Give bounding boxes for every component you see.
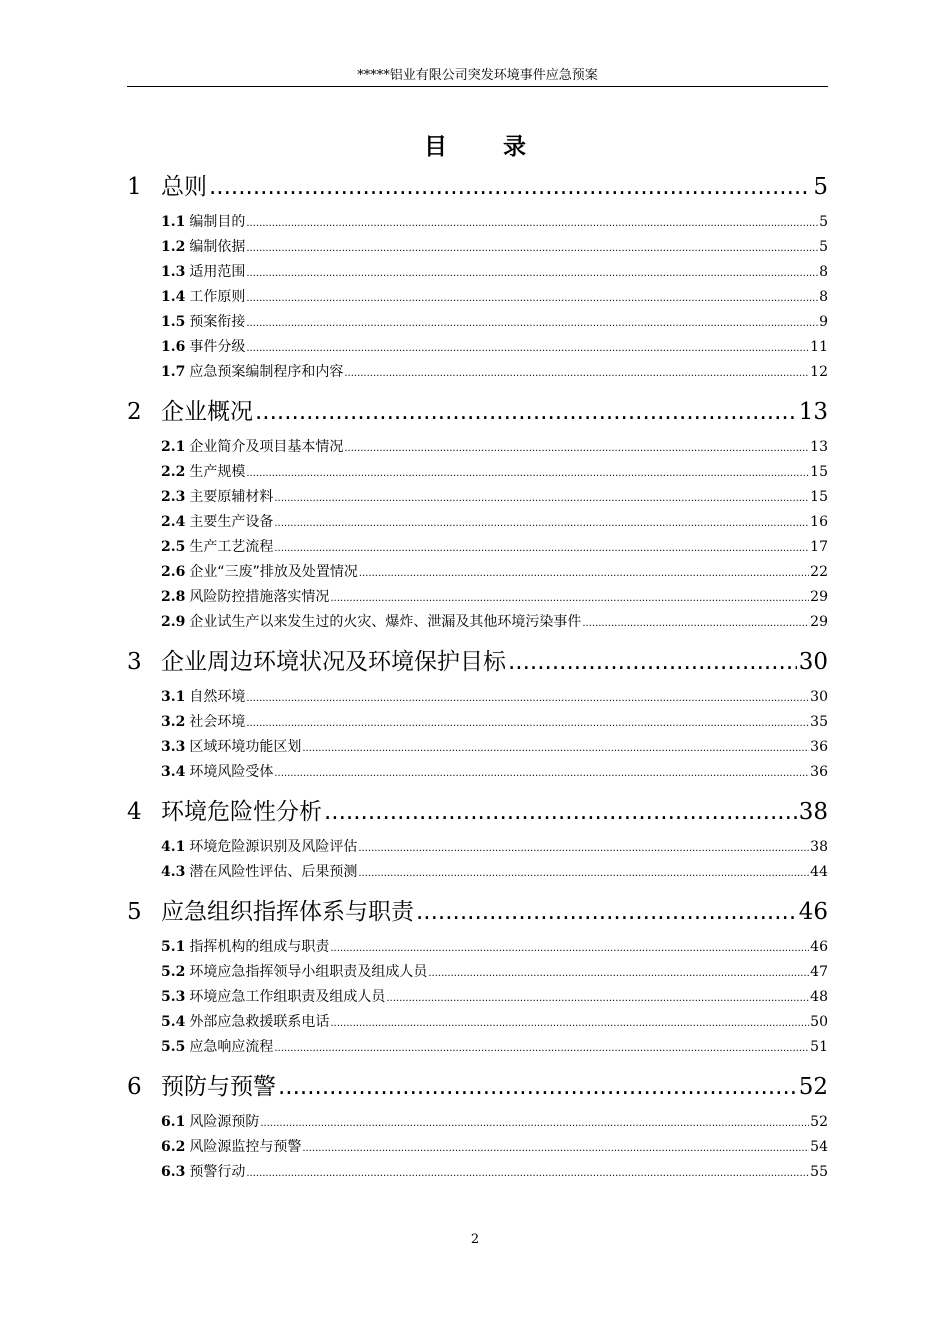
chapter-title: 企业周边环境状况及环境保护目标 <box>161 649 506 675</box>
section-page: 5 <box>819 239 828 255</box>
section-number: 4.1 <box>161 839 186 855</box>
chapter-title: 预防与预警 <box>161 1074 276 1100</box>
section-number: 6.2 <box>161 1139 186 1155</box>
chapter-number: 6 <box>127 1074 142 1100</box>
section-page: 35 <box>810 714 828 730</box>
toc-section-entry[interactable] <box>127 585 828 610</box>
section-number: 2.6 <box>161 564 186 580</box>
section-number: 2.8 <box>161 589 186 605</box>
section-number: 2.5 <box>161 539 186 555</box>
leader-dots <box>508 643 797 681</box>
leader-dots <box>246 461 809 486</box>
section-title: 潜在风险性评估、后果预测 <box>189 864 358 880</box>
toc-section-entry[interactable] <box>127 1160 828 1185</box>
leader-dots <box>255 393 797 431</box>
toc-section-entry[interactable] <box>127 610 828 635</box>
chapter-page: 5 <box>813 174 828 200</box>
toc-section-entry[interactable] <box>127 1010 828 1035</box>
section-page: 51 <box>810 1039 828 1055</box>
toc-section-entry[interactable] <box>127 1135 828 1160</box>
leader-dots <box>324 793 797 831</box>
section-title: 社会环境 <box>189 714 246 730</box>
section-page: 48 <box>810 989 828 1005</box>
section-page: 36 <box>810 764 828 780</box>
section-page: 36 <box>810 739 828 755</box>
section-number: 6.1 <box>161 1114 186 1130</box>
section-title: 主要原辅材料 <box>189 489 274 505</box>
section-page: 12 <box>810 364 828 380</box>
section-page: 8 <box>819 289 828 305</box>
toc-section-entry[interactable] <box>127 835 828 860</box>
leader-dots <box>416 893 797 931</box>
toc-section-entry[interactable] <box>127 985 828 1010</box>
section-number: 4.3 <box>161 864 186 880</box>
section-page: 29 <box>810 614 828 630</box>
toc-section-entry[interactable] <box>127 235 828 260</box>
section-page: 17 <box>810 539 828 555</box>
section-title: 企业“三废”排放及处置情况 <box>189 564 358 580</box>
toc-chapter-entry[interactable] <box>127 643 828 681</box>
section-page: 22 <box>810 564 828 580</box>
section-page: 29 <box>810 589 828 605</box>
section-title: 编制依据 <box>189 239 246 255</box>
section-title: 自然环境 <box>189 689 246 705</box>
section-number: 1.4 <box>161 289 186 305</box>
leader-dots <box>246 236 818 261</box>
toc-title: 目 录 <box>423 134 550 160</box>
chapter-page: 52 <box>798 1074 828 1100</box>
leader-dots <box>274 536 809 561</box>
section-title: 企业试生产以来发生过的火灾、爆炸、泄漏及其他环境污染事件 <box>189 614 582 630</box>
leader-dots <box>582 611 809 636</box>
leader-dots <box>246 286 818 311</box>
leader-dots <box>302 736 809 761</box>
section-title: 生产工艺流程 <box>189 539 274 555</box>
toc-section-entry[interactable] <box>127 510 828 535</box>
chapter-sections <box>127 210 828 385</box>
section-number: 3.4 <box>161 764 186 780</box>
toc-section-entry[interactable] <box>127 335 828 360</box>
section-title: 事件分级 <box>189 339 246 355</box>
toc-section-entry[interactable] <box>127 1110 828 1135</box>
section-page: 16 <box>810 514 828 530</box>
toc-section-entry[interactable] <box>127 285 828 310</box>
chapter-number: 5 <box>127 899 142 925</box>
toc-section-entry[interactable] <box>127 685 828 710</box>
section-title: 编制目的 <box>189 214 246 230</box>
section-title: 企业简介及项目基本情况 <box>189 439 344 455</box>
page-number: 2 <box>470 1232 480 1247</box>
section-page: 47 <box>810 964 828 980</box>
section-page: 30 <box>810 689 828 705</box>
section-number: 3.2 <box>161 714 186 730</box>
leader-dots <box>358 861 809 886</box>
leader-dots <box>246 686 809 711</box>
chapter-sections <box>127 1110 828 1185</box>
section-title: 适用范围 <box>189 264 246 280</box>
section-title: 生产规模 <box>189 464 246 480</box>
leader-dots <box>260 1111 809 1136</box>
toc-section-entry[interactable] <box>127 760 828 785</box>
section-page: 38 <box>810 839 828 855</box>
section-title: 预警行动 <box>189 1164 246 1180</box>
section-page: 54 <box>810 1139 828 1155</box>
section-page: 15 <box>810 489 828 505</box>
chapter-sections <box>127 835 828 885</box>
section-title: 风险源监控与预警 <box>189 1139 302 1155</box>
section-number: 5.5 <box>161 1039 186 1055</box>
section-page: 44 <box>810 864 828 880</box>
chapter-number: 1 <box>127 174 142 200</box>
leader-dots <box>330 586 809 611</box>
section-number: 2.2 <box>161 464 186 480</box>
section-page: 8 <box>819 264 828 280</box>
section-page: 52 <box>810 1114 828 1130</box>
section-page: 15 <box>810 464 828 480</box>
chapter-page: 38 <box>798 799 828 825</box>
section-title: 外部应急救援联系电话 <box>189 1014 330 1030</box>
section-number: 1.2 <box>161 239 186 255</box>
toc-section-entry[interactable] <box>127 485 828 510</box>
toc-section-entry[interactable] <box>127 360 828 385</box>
section-page: 5 <box>819 214 828 230</box>
section-number: 2.9 <box>161 614 186 630</box>
toc-section-entry[interactable] <box>127 310 828 335</box>
leader-dots <box>274 1036 809 1061</box>
toc-section-entry[interactable] <box>127 535 828 560</box>
chapter-number: 4 <box>127 799 142 825</box>
section-number: 2.4 <box>161 514 186 530</box>
toc-section-entry[interactable] <box>127 460 828 485</box>
chapter-sections <box>127 935 828 1060</box>
section-title: 环境应急指挥领导小组职责及组成人员 <box>189 964 428 980</box>
table-of-contents <box>127 168 828 1193</box>
chapter-page: 30 <box>798 649 828 675</box>
leader-dots <box>246 711 809 736</box>
section-number: 3.3 <box>161 739 186 755</box>
section-page: 13 <box>810 439 828 455</box>
leader-dots <box>274 511 809 536</box>
leader-dots <box>246 211 818 236</box>
chapter-number: 3 <box>127 649 142 675</box>
section-number: 2.1 <box>161 439 186 455</box>
section-title: 工作原则 <box>189 289 246 305</box>
section-number: 5.2 <box>161 964 186 980</box>
leader-dots <box>246 261 818 286</box>
leader-dots <box>330 1011 809 1036</box>
toc-section-entry[interactable] <box>127 1035 828 1060</box>
leader-dots <box>428 961 809 986</box>
section-number: 5.1 <box>161 939 186 955</box>
section-title: 预案衔接 <box>189 314 246 330</box>
toc-chapter-entry[interactable] <box>127 168 828 206</box>
leader-dots <box>359 561 809 586</box>
section-number: 5.4 <box>161 1014 186 1030</box>
section-number: 1.7 <box>161 364 186 380</box>
section-number: 1.6 <box>161 339 186 355</box>
section-page: 11 <box>810 339 828 355</box>
section-number: 3.1 <box>161 689 186 705</box>
section-title: 环境应急工作组职责及组成人员 <box>189 989 386 1005</box>
chapter-page: 13 <box>798 399 828 425</box>
toc-section-entry[interactable] <box>127 710 828 735</box>
toc-section-entry[interactable] <box>127 210 828 235</box>
toc-chapter-entry[interactable] <box>127 393 828 431</box>
leader-dots <box>246 311 818 336</box>
section-title: 指挥机构的组成与职责 <box>189 939 330 955</box>
chapter-title: 企业概况 <box>161 399 253 425</box>
toc-section-entry[interactable] <box>127 260 828 285</box>
section-number: 2.3 <box>161 489 186 505</box>
leader-dots <box>344 436 809 461</box>
section-page: 55 <box>810 1164 828 1180</box>
toc-chapter-entry[interactable] <box>127 893 828 931</box>
leader-dots <box>274 761 809 786</box>
section-title: 环境危险源识别及风险评估 <box>189 839 358 855</box>
chapter-number: 2 <box>127 399 142 425</box>
section-title: 风险防控措施落实情况 <box>189 589 330 605</box>
leader-dots <box>246 336 809 361</box>
section-title: 环境风险受体 <box>189 764 274 780</box>
chapter-page: 46 <box>798 899 828 925</box>
leader-dots <box>344 361 809 386</box>
toc-section-entry[interactable] <box>127 560 828 585</box>
section-title: 应急预案编制程序和内容 <box>189 364 344 380</box>
section-number: 1.3 <box>161 264 186 280</box>
section-title: 主要生产设备 <box>189 514 274 530</box>
toc-section-entry[interactable] <box>127 435 828 460</box>
toc-section-entry[interactable] <box>127 960 828 985</box>
toc-chapter-entry[interactable] <box>127 1068 828 1106</box>
leader-dots <box>246 1161 809 1186</box>
toc-section-entry[interactable] <box>127 735 828 760</box>
section-page: 50 <box>810 1014 828 1030</box>
leader-dots <box>386 986 809 1011</box>
section-number: 1.1 <box>161 214 186 230</box>
leader-dots <box>278 1068 797 1106</box>
section-number: 6.3 <box>161 1164 186 1180</box>
chapter-title: 总则 <box>161 174 207 200</box>
leader-dots <box>358 836 809 861</box>
section-title: 风险源预防 <box>189 1114 260 1130</box>
section-page: 9 <box>819 314 828 330</box>
toc-section-entry[interactable] <box>127 935 828 960</box>
chapter-sections <box>127 435 828 635</box>
chapter-title: 环境危险性分析 <box>161 799 322 825</box>
header-divider <box>127 86 828 87</box>
section-page: 46 <box>810 939 828 955</box>
leader-dots <box>330 936 809 961</box>
page-header: *****铝业有限公司突发环境事件应急预案 <box>357 68 598 83</box>
section-title: 区域环境功能区划 <box>189 739 302 755</box>
leader-dots <box>209 168 811 206</box>
section-number: 5.3 <box>161 989 186 1005</box>
toc-chapter-entry[interactable] <box>127 793 828 831</box>
section-number: 1.5 <box>161 314 186 330</box>
section-title: 应急响应流程 <box>189 1039 274 1055</box>
leader-dots <box>302 1136 809 1161</box>
toc-section-entry[interactable] <box>127 860 828 885</box>
leader-dots <box>274 486 809 511</box>
chapter-sections <box>127 685 828 785</box>
chapter-title: 应急组织指挥体系与职责 <box>161 899 414 925</box>
